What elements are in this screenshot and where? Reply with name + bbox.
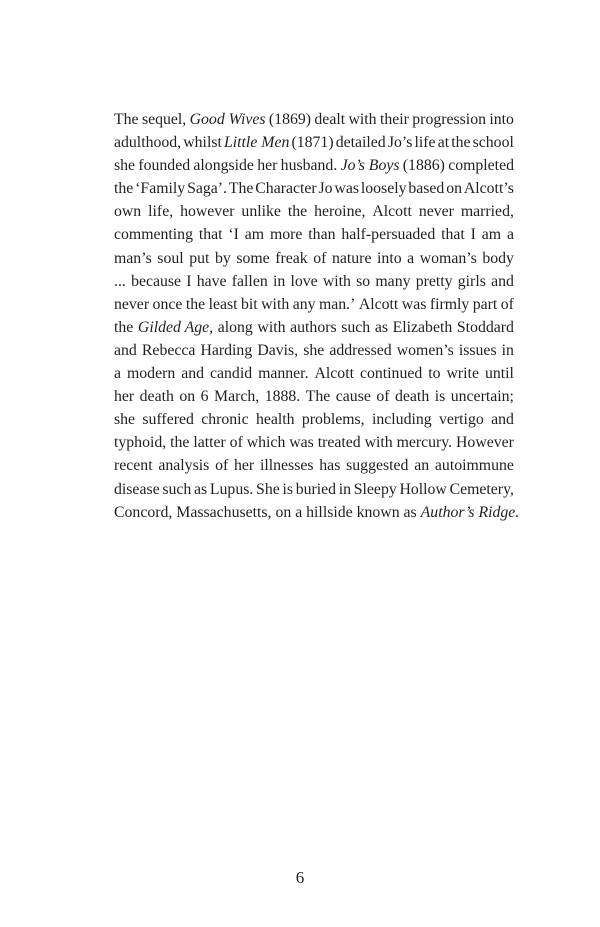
word: so: [356, 272, 371, 290]
text-line: [114, 408, 514, 431]
word: was: [289, 434, 314, 452]
word: write: [446, 365, 479, 383]
word: the: [114, 318, 134, 336]
word: married,: [460, 203, 514, 221]
word: body: [482, 249, 514, 267]
word: such: [341, 318, 371, 336]
word: alongside: [193, 157, 254, 175]
word: illnesses: [259, 457, 314, 475]
word: which: [246, 434, 286, 452]
word: sequel,: [141, 111, 187, 128]
word: bit: [241, 295, 258, 313]
text-line: [114, 200, 514, 223]
word: any: [292, 295, 316, 313]
word: I: [186, 272, 192, 290]
word: health: [255, 411, 295, 429]
word: life,: [148, 203, 174, 221]
word: 1888.: [264, 388, 301, 406]
word: she: [114, 411, 136, 429]
text-line: [114, 478, 514, 501]
word: addressed: [329, 341, 392, 359]
word: some: [236, 249, 270, 267]
text-line: [114, 385, 514, 408]
word: with: [348, 111, 377, 128]
word: of: [313, 249, 327, 267]
word: by: [214, 249, 231, 267]
word: (1886): [402, 157, 445, 175]
word: at: [437, 134, 450, 152]
word: (1871): [291, 134, 334, 152]
word: woman’s: [419, 249, 477, 267]
word: The: [228, 180, 254, 198]
word: a: [506, 226, 514, 244]
word: detailed: [335, 134, 386, 152]
word: the: [287, 203, 308, 221]
word: Sleepy: [353, 480, 397, 498]
word: is: [282, 480, 293, 498]
word: the: [185, 295, 206, 313]
word: an: [414, 457, 430, 475]
word: continued: [359, 365, 423, 383]
word: Author’s Ridge.: [420, 503, 520, 521]
word: treated: [317, 434, 361, 452]
word: into: [377, 249, 402, 267]
word: with: [364, 434, 393, 452]
text-line: [114, 501, 520, 524]
word: and: [491, 411, 514, 429]
word: unlike: [241, 203, 281, 221]
word: until: [484, 365, 514, 383]
word: girls: [457, 272, 486, 290]
word: as: [374, 318, 388, 336]
word: her: [234, 457, 255, 475]
word: on: [275, 503, 292, 521]
word: such: [162, 480, 192, 498]
word: never: [418, 203, 454, 221]
word: put: [189, 249, 210, 267]
word: Cemetery,: [449, 480, 514, 498]
word: their: [379, 111, 409, 128]
word: on: [446, 180, 462, 198]
word: (1869): [268, 111, 312, 128]
word: own: [114, 203, 142, 221]
word: was: [334, 180, 359, 198]
word: into: [489, 111, 514, 128]
word: more: [269, 226, 303, 244]
word: of: [500, 295, 514, 313]
word: women’s: [396, 341, 454, 359]
text-line: [114, 247, 514, 270]
word: ...: [114, 272, 126, 290]
word: than: [308, 226, 336, 244]
word: and: [114, 341, 137, 359]
word: with: [322, 272, 351, 290]
word: however: [180, 203, 235, 221]
word: has: [319, 457, 341, 475]
word: in: [501, 341, 514, 359]
word: progression: [412, 111, 486, 128]
body-paragraph: [114, 108, 520, 524]
page-number: 6: [295, 868, 305, 887]
word: She: [256, 480, 280, 498]
word: including: [371, 411, 432, 429]
word: with: [257, 318, 286, 336]
word: fallen: [231, 272, 268, 290]
word: death: [139, 388, 174, 406]
word: typhoid,: [114, 434, 167, 452]
word: buried: [295, 480, 337, 498]
word: suffered: [142, 411, 194, 429]
word: pretty: [415, 272, 453, 290]
word: based: [408, 180, 445, 198]
word: a: [114, 365, 122, 383]
word: many: [375, 272, 411, 290]
word: that: [198, 226, 223, 244]
word: hillside: [306, 503, 353, 521]
word: nature: [331, 249, 372, 267]
word: of: [215, 457, 229, 475]
word: I: [470, 226, 476, 244]
word: commenting: [114, 226, 193, 244]
word: March,: [214, 388, 260, 406]
text-line: [114, 131, 514, 154]
word: Stoddard: [456, 318, 514, 336]
word: was: [401, 295, 427, 313]
word: the: [114, 180, 134, 198]
word: least: [208, 295, 238, 313]
word: Good Wives: [189, 111, 266, 128]
word: of: [229, 434, 243, 452]
word: that: [441, 226, 465, 244]
word: of: [376, 388, 390, 406]
word: uncertain;: [450, 388, 514, 406]
word: is: [434, 388, 446, 406]
word: as: [403, 503, 417, 521]
word: Harding: [200, 341, 253, 359]
word: husband.: [280, 157, 338, 175]
word: Lupus.: [209, 480, 254, 498]
word: chronic: [201, 411, 249, 429]
word: the: [451, 134, 471, 152]
text-line: [114, 454, 514, 477]
word: known: [356, 503, 400, 521]
word: manner.: [258, 365, 309, 383]
word: in: [272, 272, 286, 290]
word: issues: [458, 341, 497, 359]
word: she: [303, 341, 325, 359]
text-line: [114, 339, 514, 362]
word: Alcott: [358, 295, 399, 313]
word: on: [179, 388, 196, 406]
word: life: [414, 134, 436, 152]
word: and: [181, 365, 205, 383]
word: candid: [210, 365, 253, 383]
word: freak: [275, 249, 308, 267]
text-line: [114, 270, 514, 293]
text-line: [114, 431, 514, 454]
word: and: [491, 272, 514, 290]
word: vertigo: [439, 411, 484, 429]
text-line: [114, 223, 514, 246]
word: school: [472, 134, 514, 152]
word: a: [295, 503, 303, 521]
word: Jo’s: [387, 134, 413, 152]
word: Davis,: [257, 341, 299, 359]
word: never: [114, 295, 150, 313]
word: autoimmune: [434, 457, 514, 475]
word: along: [217, 318, 253, 336]
word: cause: [335, 388, 371, 406]
word: soul: [157, 249, 184, 267]
word: latter: [193, 434, 226, 452]
word: firmly: [429, 295, 470, 313]
word: mercury.: [396, 434, 453, 452]
word: as: [194, 480, 208, 498]
word: the: [170, 434, 190, 452]
word: am: [481, 226, 502, 244]
word: Concord,: [114, 503, 173, 521]
word: her: [114, 388, 135, 406]
text-line: [114, 108, 514, 131]
word: a: [407, 249, 415, 267]
word: ‘Family: [135, 180, 186, 198]
word: completed: [448, 157, 514, 175]
word: have: [196, 272, 227, 290]
word: Character: [255, 180, 317, 198]
word: Gilded Age,: [137, 318, 214, 336]
word: Hollow: [399, 480, 447, 498]
word: death: [395, 388, 430, 406]
word: dealt: [314, 111, 346, 128]
word: recent: [114, 457, 153, 475]
word: am: [244, 226, 265, 244]
word: adulthood,: [114, 134, 182, 152]
word: in: [338, 480, 352, 498]
word: Elizabeth: [392, 318, 453, 336]
word: once: [152, 295, 183, 313]
word: part: [472, 295, 498, 313]
word: because: [131, 272, 182, 290]
word: with: [261, 295, 290, 313]
word: Jo: [318, 180, 333, 198]
text-line: [114, 177, 514, 200]
word: man’s: [114, 249, 152, 267]
word: half-persuaded: [341, 226, 436, 244]
word: suggested: [346, 457, 409, 475]
word: Little Men: [223, 134, 290, 152]
word: heroine,: [314, 203, 366, 221]
word: analysis: [158, 457, 210, 475]
word: Jo’s Boys: [340, 157, 400, 175]
word: Alcott’s: [463, 180, 514, 198]
word: Saga’.: [187, 180, 227, 198]
word: However: [456, 434, 514, 452]
word: her: [257, 157, 278, 175]
word: authors: [290, 318, 337, 336]
word: ‘I: [228, 226, 239, 244]
word: Massachusetts,: [176, 503, 272, 521]
word: problems,: [301, 411, 365, 429]
word: The: [114, 111, 139, 128]
word: love: [290, 272, 318, 290]
word: The: [305, 388, 331, 406]
word: she: [114, 157, 136, 175]
word: loosely: [360, 180, 407, 198]
text-line: [114, 154, 514, 177]
word: Alcott: [372, 203, 412, 221]
word: Rebecca: [141, 341, 196, 359]
word: man.’: [318, 295, 356, 313]
word: modern: [126, 365, 176, 383]
text-line: [114, 362, 514, 385]
word: whilst: [183, 134, 222, 152]
text-line: [114, 293, 514, 316]
text-line: [114, 316, 514, 339]
word: Alcott: [314, 365, 354, 383]
word: 6: [200, 388, 209, 406]
word: to: [428, 365, 441, 383]
word: founded: [138, 157, 191, 175]
word: disease: [114, 480, 160, 498]
